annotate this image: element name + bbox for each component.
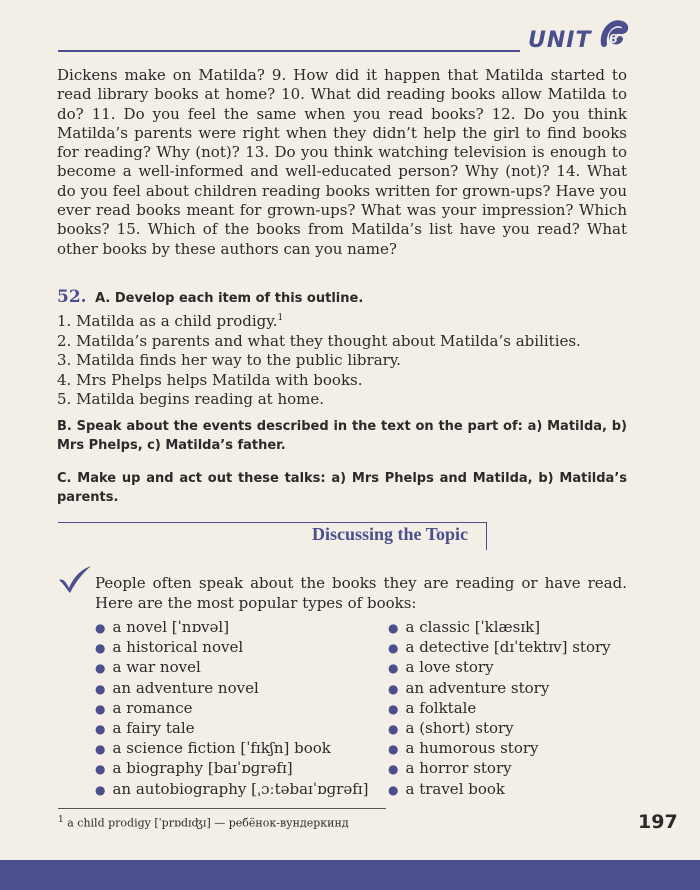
list-item: ● a classic [ˈklæsɪk] xyxy=(388,618,541,636)
list-item: ● a travel book xyxy=(388,779,506,798)
list-item: ● an autobiography [ˌɔːtəbaɪˈɒɡrəfɪ] xyxy=(95,779,369,798)
list-item: ● an adventure story xyxy=(388,678,550,697)
list-item: ● a war novel xyxy=(95,658,201,677)
exercise-heading xyxy=(57,287,363,307)
book-types-right xyxy=(388,618,611,800)
bullet-icon: ● xyxy=(388,661,399,676)
outline-item: 1. Matilda as a child prodigy.$^1$ xyxy=(57,312,284,330)
checkmark-icon xyxy=(57,564,93,594)
unit-label: UNIT xyxy=(528,28,592,53)
bottom-color-bar xyxy=(0,860,700,890)
bullet-icon: ● xyxy=(388,621,399,635)
task-b: B. Speak about the events described in the text on the part of: a) Matilda, b) Mrs Phelps, c) Matilda’s father. xyxy=(57,419,627,453)
list-item: ● a detective [dɪˈtektɪv] story xyxy=(388,638,611,657)
footnote: $^1$ a child prodigy [ˈprɒdɪʤɪ] — ребёнок-вундеркинд xyxy=(58,815,349,830)
task-c: C. Make up and act out these talks: a) Mrs Phelps and Matilda, b) Matilda’s parents. xyxy=(57,471,627,505)
bullet-icon: ● xyxy=(95,762,106,777)
section-rule-end xyxy=(486,522,487,550)
bullet-icon: ● xyxy=(388,782,399,797)
bullet-icon: ● xyxy=(388,742,399,757)
bullet-icon: ● xyxy=(388,722,399,737)
footnote-mark: 1 xyxy=(277,313,284,323)
bullet-icon: ● xyxy=(95,681,106,696)
outline-item: 4. Mrs Phelps helps Matilda with books. xyxy=(57,370,363,389)
bullet-icon: ● xyxy=(388,762,399,777)
page-number: 197 xyxy=(638,811,678,833)
list-item: ● a fairy tale xyxy=(95,719,195,738)
section-intro: People often speak about the books they are reading or have read. Here are the most popular types of books: xyxy=(95,574,627,612)
bullet-icon: ● xyxy=(95,782,106,797)
section-title: Discussing the Topic xyxy=(312,524,469,544)
bullet-icon: ● xyxy=(95,661,106,676)
exercise-number: 52. xyxy=(57,287,87,307)
footnote-rule xyxy=(58,808,386,809)
outline-item: 5. Matilda begins reading at home. xyxy=(57,390,325,408)
outline-item: 2. Matilda’s parents and what they thought about Matilda’s abilities. xyxy=(57,331,581,350)
bullet-icon: ● xyxy=(95,742,106,757)
list-item: ● a horror story xyxy=(388,759,512,778)
list-item: ● a romance xyxy=(95,698,193,717)
list-item: ● a love story xyxy=(388,658,494,677)
list-item: ● a novel [ˈnɒvəl] xyxy=(95,618,230,636)
outline-item: 3. Matilda finds her way to the public library. xyxy=(57,351,402,369)
section-rule xyxy=(58,522,486,523)
unit-number: 6 xyxy=(609,32,618,46)
bullet-icon: ● xyxy=(95,722,106,737)
task-a: A. Develop each item of this outline. xyxy=(95,291,364,306)
bullet-icon: ● xyxy=(95,641,106,656)
list-item: ● a biography [baɪˈɒɡrəfɪ] xyxy=(95,759,293,778)
list-item: ● a science fiction [ˈfɪkʃn] book xyxy=(95,739,331,758)
header-rule xyxy=(58,50,520,52)
bullet-icon: ● xyxy=(388,641,399,656)
list-item: ● a historical novel xyxy=(95,638,244,657)
bullet-icon: ● xyxy=(388,681,399,696)
bullet-icon: ● xyxy=(388,701,399,716)
list-item: ● a folktale xyxy=(388,698,477,717)
unit-number-badge xyxy=(600,18,630,50)
bullet-icon: ● xyxy=(95,701,106,716)
outline-list xyxy=(57,309,637,410)
book-types-left xyxy=(95,618,368,800)
list-item: ● a (short) story xyxy=(388,719,514,738)
list-item: ● a humorous story xyxy=(388,739,539,758)
list-item: ● an adventure novel xyxy=(95,678,259,697)
bullet-icon: ● xyxy=(95,621,106,635)
questions-paragraph: Dickens make on Matilda? 9. How did it happen that Matilda started to read library books at home? 10. What did reading books allow Matilda to do? 11. Do you feel the same when you read books? 12. Do you think Matilda’s parents were right when they didn’t help the girl to find books for reading? Why (not)? 13. Do you think watching television is enough to become a well-informed and well-educated person? Why (not)? 14. What do you feel about children reading books written for grown-ups? Have you ever read books meant for grown-ups? What was your impression? Which books? 15. Which of the books from Matilda’s list have you read? What other books by these authors can you name? xyxy=(57,66,627,258)
